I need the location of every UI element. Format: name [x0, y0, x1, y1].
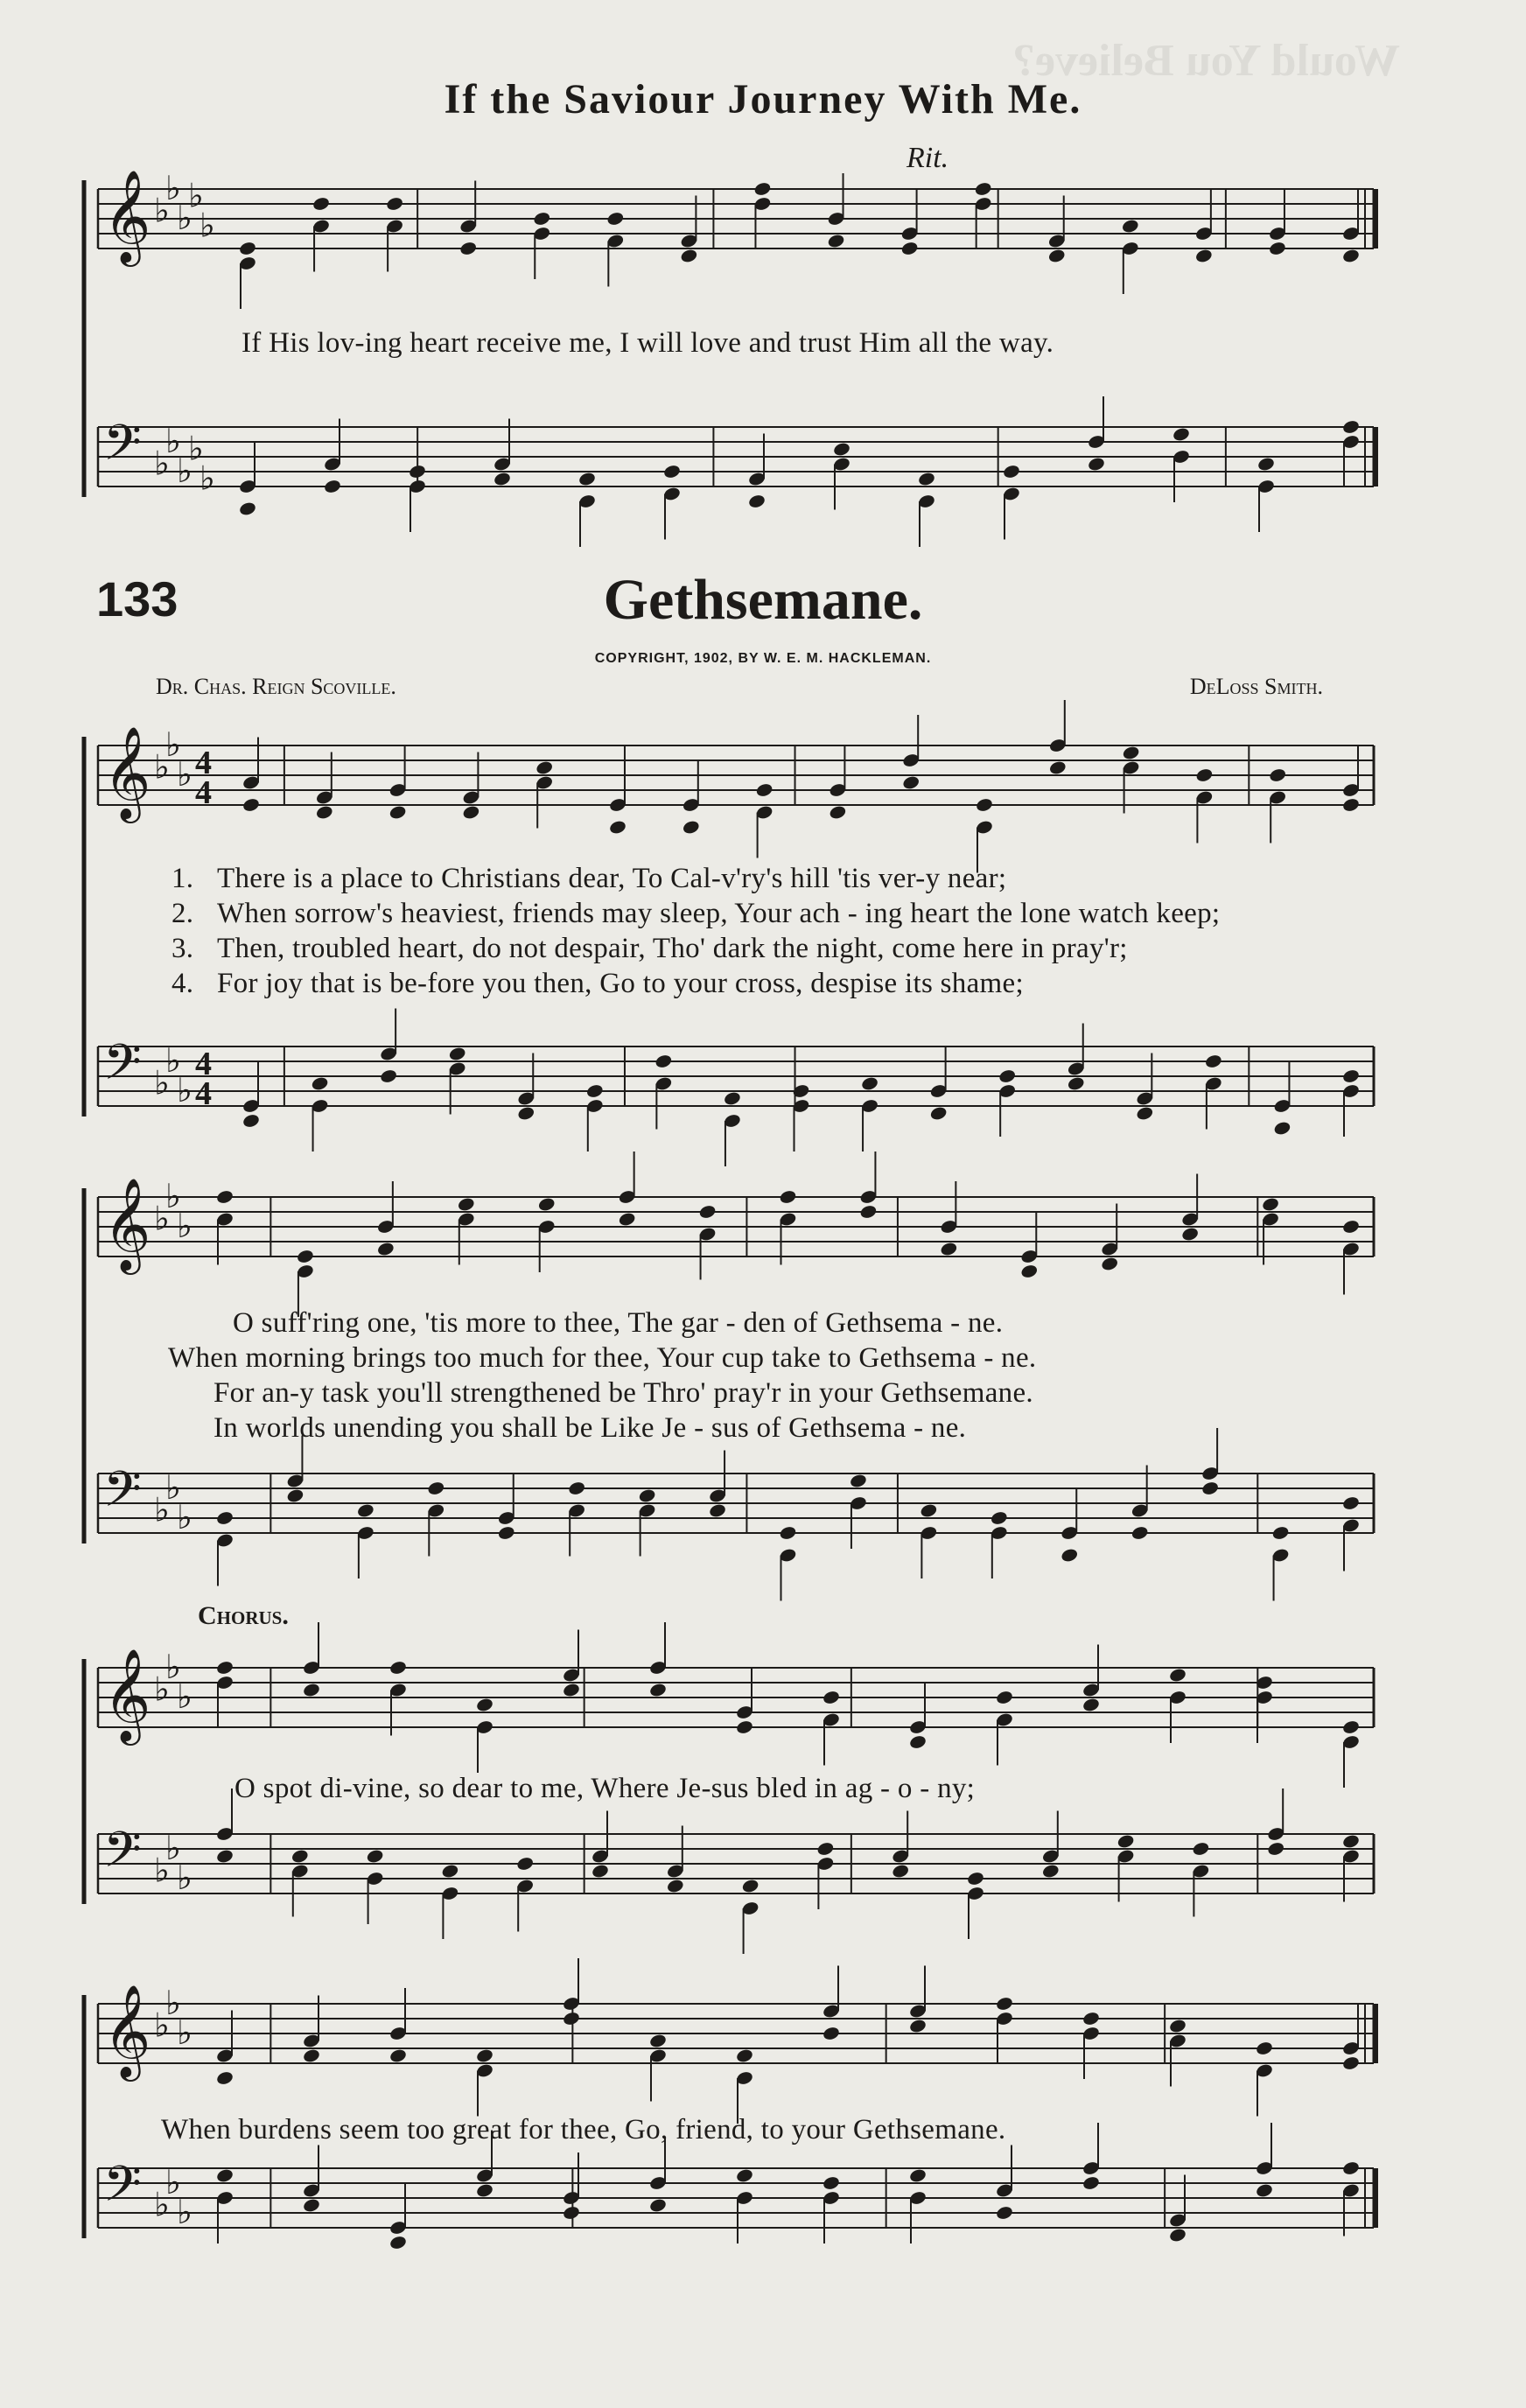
note-head: [1087, 456, 1105, 472]
note-head: [966, 1871, 984, 1886]
time-signature: 4: [195, 1046, 212, 1082]
verse-number: 1.: [172, 863, 194, 894]
note-head: [1101, 1256, 1119, 1271]
bass-clef: 𝄢: [103, 415, 142, 484]
flat-sign: ♭: [165, 2163, 181, 2202]
note-head: [215, 2167, 234, 2183]
verse-number: 4.: [172, 968, 194, 999]
flat-sign: ♭: [188, 176, 204, 215]
note-head: [708, 1502, 726, 1518]
flat-sign: ♭: [177, 755, 192, 794]
bleed-through-heading: Would You Believe?: [1012, 36, 1400, 86]
note-head: [302, 2197, 320, 2213]
verse-text: Then, troubled heart, do not despair, Tho' dark the night, come here in pray'r;: [217, 933, 1128, 964]
note-head: [1195, 767, 1214, 783]
note-head: [1341, 797, 1360, 813]
flat-sign: ♭: [177, 199, 192, 237]
note-head: [578, 471, 596, 486]
flat-sign: ♭: [177, 1071, 192, 1110]
note-head: [493, 471, 511, 486]
note-head: [1341, 419, 1360, 435]
note-head: [475, 1697, 494, 1712]
note-head: [682, 819, 700, 835]
note-head: [1048, 760, 1067, 775]
flat-sign: ♭: [165, 1041, 181, 1080]
copyright-line: COPYRIGHT, 1902, BY W. E. M. HACKLEMAN.: [594, 651, 932, 666]
note-head: [606, 211, 625, 227]
note-head: [900, 241, 919, 256]
note-head: [215, 1189, 234, 1205]
note-head: [849, 1473, 867, 1488]
note-head: [242, 797, 260, 813]
flat-sign: ♭: [154, 1490, 170, 1530]
note-head: [296, 1249, 314, 1264]
note-head: [1341, 2160, 1360, 2176]
note-head: [827, 233, 845, 248]
note-head: [215, 1660, 234, 1676]
flat-sign: ♭: [177, 1498, 192, 1536]
flat-sign: ♭: [177, 1677, 192, 1716]
note-head: [779, 1525, 797, 1541]
bass-clef: 𝄢: [103, 2156, 142, 2225]
note-head: [238, 500, 256, 516]
flat-sign: ♭: [177, 2193, 192, 2231]
note-head: [1082, 2011, 1100, 2026]
note-head: [908, 1734, 927, 1750]
flat-sign: ♭: [177, 2013, 192, 2052]
note-head: [995, 2205, 1013, 2221]
note-head: [822, 1690, 840, 1705]
lyricist-credit: Dr. Chas. Reign Scoville.: [156, 674, 396, 699]
note-head: [1273, 1120, 1292, 1136]
note-head: [1168, 1667, 1186, 1683]
note-head: [1122, 745, 1140, 760]
treble-clef: 𝄞: [103, 169, 151, 262]
note-head: [302, 2048, 320, 2063]
note-head: [735, 1719, 753, 1735]
verse-number: 2.: [172, 898, 194, 929]
treble-clef: 𝄞: [103, 1648, 151, 1741]
note-head: [1020, 1264, 1039, 1279]
note-head: [427, 1480, 445, 1496]
note-head: [1341, 1833, 1360, 1849]
flat-sign: ♭: [200, 458, 215, 498]
note-head: [666, 1878, 684, 1894]
note-head: [1180, 1226, 1199, 1242]
note-head: [1194, 248, 1213, 263]
note-head: [1172, 426, 1190, 442]
bass-clef: 𝄢: [103, 1461, 142, 1530]
verse-line: In worlds unending you shall be Like Je - sus of Gethsema - ne.: [214, 1412, 967, 1444]
note-head: [723, 1090, 741, 1106]
note-head: [1268, 241, 1286, 256]
flat-sign: ♭: [165, 169, 181, 207]
note-head: [975, 797, 993, 813]
note-head: [385, 196, 403, 212]
note-head: [859, 1204, 878, 1220]
flat-sign: ♭: [188, 429, 204, 468]
note-head: [1041, 1863, 1060, 1879]
note-head: [1341, 1719, 1360, 1735]
note-head: [315, 804, 333, 820]
hymn-number: 133: [96, 571, 178, 626]
note-head: [974, 181, 992, 197]
note-head: [1255, 2182, 1273, 2198]
note-head: [215, 1510, 234, 1526]
hymn-title: Gethsemane.: [603, 568, 923, 632]
flat-sign: ♭: [165, 1829, 181, 1867]
note-head: [1192, 1841, 1210, 1857]
note-head: [388, 2235, 407, 2250]
flat-sign: ♭: [154, 1199, 170, 1238]
note-head: [1200, 1480, 1219, 1496]
song1-lyric: If His lov-ing heart receive me, I will love and trust Him all the way.: [242, 327, 1054, 359]
note-head: [585, 1083, 604, 1099]
note-head: [990, 1510, 1008, 1526]
note-head: [648, 1682, 667, 1698]
note-head: [1341, 1495, 1360, 1511]
note-head: [1121, 218, 1139, 234]
note-head: [286, 1488, 304, 1503]
note-head: [860, 1075, 878, 1091]
treble-clef: 𝄞: [103, 1984, 151, 2077]
verse-text: When sorrow's heaviest, friends may sleep, Your ach - ing heart the lone watch keep;: [217, 898, 1221, 929]
note-head: [1002, 464, 1020, 480]
note-head: [816, 1841, 835, 1857]
flat-sign: ♭: [154, 191, 170, 230]
note-head: [779, 1189, 797, 1205]
note-head: [215, 2070, 234, 2086]
note-head: [908, 2167, 927, 2183]
verse-line: [172, 933, 1128, 965]
bass-clef: 𝄢: [103, 1822, 142, 1891]
note-head: [388, 804, 407, 820]
flat-sign: ♭: [200, 206, 215, 245]
note-head: [998, 1068, 1017, 1084]
flat-sign: ♭: [154, 747, 170, 787]
composer-credit: DeLoss Smith.: [1189, 674, 1323, 699]
verse-line: When morning brings too much for thee, Your cup take to Gethsema - ne.: [168, 1342, 1037, 1374]
flat-sign: ♭: [165, 1177, 181, 1215]
note-head: [1341, 1068, 1360, 1084]
note-head: [562, 2205, 580, 2221]
note-head: [680, 248, 698, 263]
note-head: [441, 1863, 459, 1879]
verse-line: [172, 968, 1024, 1000]
note-head: [829, 804, 847, 820]
note-head: [755, 782, 774, 798]
note-head: [735, 2167, 753, 2183]
flat-sign: ♭: [154, 1670, 170, 1709]
note-head: [376, 1241, 395, 1256]
flat-sign: ♭: [154, 1063, 170, 1102]
note-head: [323, 479, 341, 494]
flat-sign: ♭: [165, 725, 181, 764]
note-head: [356, 1502, 374, 1518]
verse-line: [172, 898, 1220, 930]
note-head: [929, 1105, 948, 1121]
time-signature: 4: [195, 774, 212, 811]
note-head: [822, 2026, 840, 2041]
note-head: [533, 211, 551, 227]
verse-line: [172, 863, 1006, 895]
note-head: [1269, 767, 1287, 783]
note-head: [892, 1863, 910, 1879]
chorus-label: Chorus.: [198, 1601, 289, 1630]
note-head: [1341, 248, 1360, 263]
chorus-lyric: O spot di-vine, so dear to me, Where Je-sus bled in ag - o - ny;: [234, 1773, 976, 1804]
note-head: [516, 1856, 535, 1872]
note-head: [311, 1075, 329, 1091]
note-head: [1204, 1054, 1222, 1069]
flat-sign: ♭: [154, 444, 170, 483]
note-head: [747, 494, 766, 509]
note-head: [648, 2033, 667, 2048]
bass-clef: 𝄢: [103, 1034, 142, 1103]
note-head: [1255, 2040, 1273, 2056]
note-head: [618, 1211, 636, 1227]
note-head: [238, 241, 256, 256]
verse-line: For an-y task you'll strengthened be Thro' pray'r in your Gethsemane.: [214, 1377, 1033, 1409]
note-head: [1271, 1525, 1290, 1541]
flat-sign: ♭: [165, 422, 181, 460]
note-head: [1168, 2018, 1186, 2034]
note-head: [940, 1241, 958, 1256]
note-head: [462, 804, 480, 820]
note-head: [215, 1848, 234, 1864]
note-head: [312, 196, 330, 212]
note-head: [1267, 1841, 1285, 1857]
flat-sign: ♭: [154, 2185, 170, 2224]
note-head: [1130, 1525, 1149, 1541]
note-head: [1082, 1697, 1100, 1712]
note-head: [832, 441, 850, 457]
note-head: [379, 1068, 397, 1084]
verse-line: O suff'ring one, 'tis more to thee, The gar - den of Gethsema - ne.: [233, 1307, 1004, 1339]
note-head: [388, 1660, 407, 1676]
flat-sign: ♭: [177, 1207, 192, 1245]
note-head: [1341, 1219, 1360, 1235]
verse-text: There is a place to Christians dear, To Cal-v'ry's hill 'tis ver-y near;: [217, 863, 1007, 894]
note-head: [648, 2197, 667, 2213]
note-head: [568, 1480, 586, 1496]
treble-clef: 𝄞: [103, 1177, 151, 1270]
note-head: [290, 1848, 309, 1864]
note-head: [908, 2018, 927, 2034]
note-head: [497, 1525, 515, 1541]
note-head: [920, 1502, 938, 1518]
note-head: [1116, 1833, 1135, 1849]
note-head: [302, 1682, 320, 1698]
note-head: [448, 1046, 466, 1061]
note-head: [1168, 2227, 1186, 2243]
note-head: [1136, 1105, 1154, 1121]
note-head: [902, 774, 920, 790]
flat-sign: ♭: [165, 1468, 181, 1507]
treble-clef: 𝄞: [103, 725, 151, 819]
time-signature: 4: [195, 1075, 212, 1112]
note-head: [1341, 2055, 1360, 2071]
note-head: [366, 1848, 384, 1864]
flat-sign: ♭: [165, 1648, 181, 1686]
note-head: [517, 1105, 536, 1121]
verse-number: 3.: [172, 933, 194, 964]
note-head: [537, 1196, 556, 1212]
note-head: [608, 819, 626, 835]
note-head: [591, 1863, 609, 1879]
flat-sign: ♭: [177, 1858, 192, 1897]
flat-sign: ♭: [177, 452, 192, 490]
note-head: [408, 464, 426, 480]
note-head: [1256, 456, 1275, 472]
flat-sign: ♭: [154, 1851, 170, 1890]
ritardando-marking: Rit.: [906, 142, 949, 174]
note-head: [1082, 2175, 1100, 2191]
note-head: [753, 181, 772, 197]
song-title: If the Saviour Journey With Me.: [444, 76, 1082, 122]
note-head: [741, 1878, 760, 1894]
note-head: [698, 1204, 717, 1220]
note-head: [995, 1690, 1013, 1705]
note-head: [242, 1113, 260, 1129]
note-head: [1261, 1196, 1279, 1212]
note-head: [457, 1196, 475, 1212]
note-head: [917, 471, 935, 486]
note-head: [638, 1488, 656, 1503]
note-head: [822, 2175, 840, 2191]
flat-sign: ♭: [154, 2006, 170, 2045]
note-head: [536, 760, 554, 775]
note-head: [388, 2048, 407, 2063]
note-head: [662, 464, 681, 480]
note-head: [1060, 1547, 1079, 1563]
flat-sign: ♭: [165, 1984, 181, 2022]
verse-text: For joy that is be-fore you then, Go to your cross, despise its shame;: [217, 968, 1024, 999]
chorus-lyric: When burdens seem too great for thee, Go, friend, to your Gethsemane.: [161, 2114, 1006, 2146]
note-head: [735, 2048, 753, 2063]
time-signature: 4: [195, 745, 212, 781]
note-head: [1047, 248, 1066, 263]
note-head: [1067, 1075, 1085, 1091]
note-head: [475, 2048, 494, 2063]
note-head: [475, 2182, 494, 2198]
note-head: [562, 1682, 580, 1698]
note-head: [995, 1996, 1013, 2012]
note-head: [562, 2011, 580, 2026]
note-head: [654, 1054, 673, 1069]
note-head: [459, 241, 478, 256]
